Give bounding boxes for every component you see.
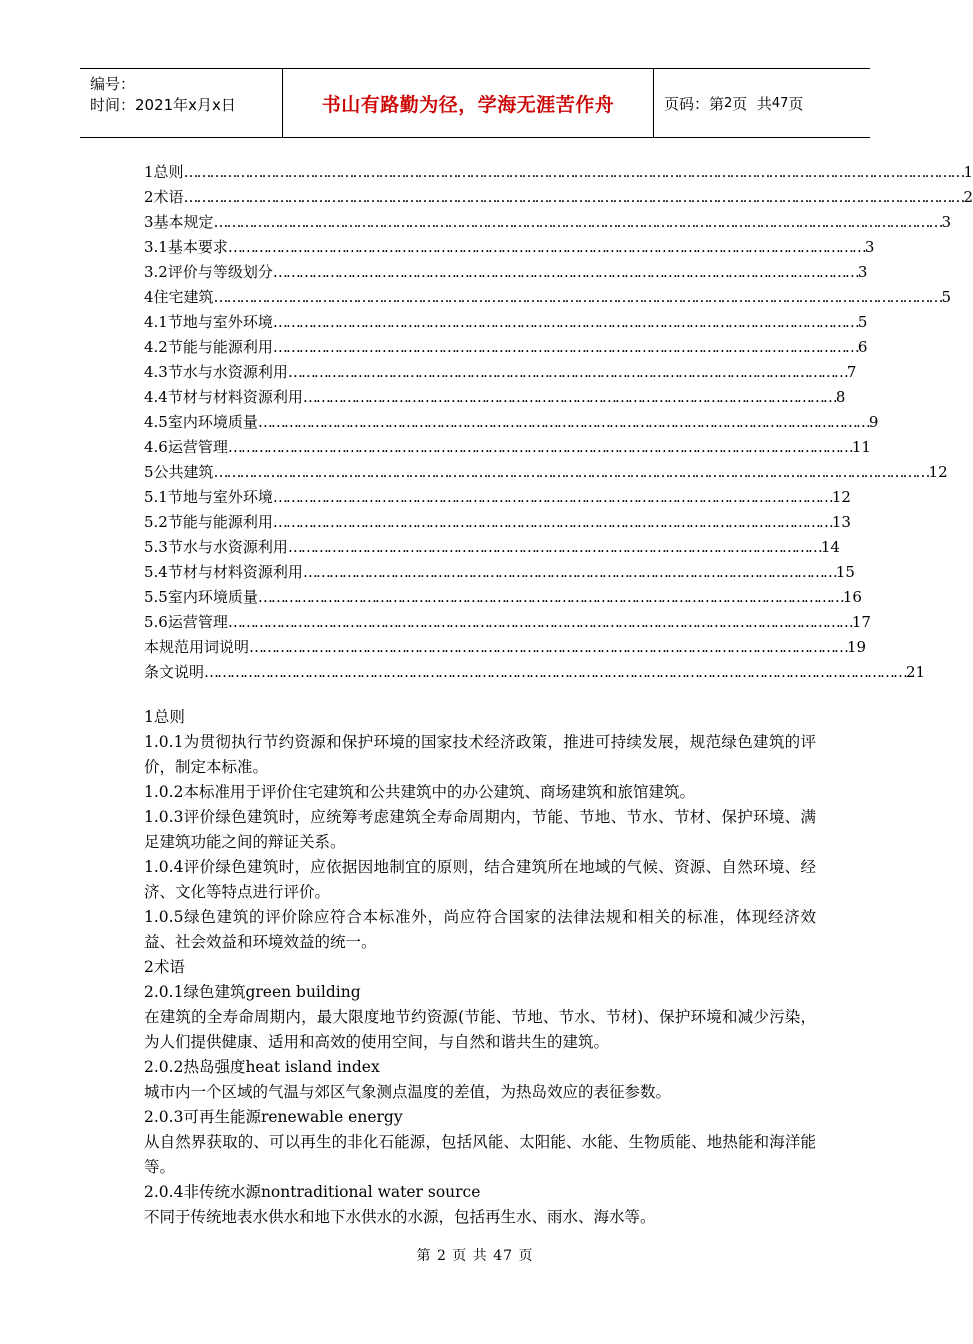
toc-leader-dots: ……………………………………………………………………………………………………………………………………………… <box>204 663 907 681</box>
body-paragraph: 2.0.1绿色建筑green building <box>144 983 361 1001</box>
toc-entry <box>144 610 871 635</box>
header-meta-cell <box>80 69 282 137</box>
toc-entry <box>144 360 857 385</box>
toc-leader-dots: ………………………………………………………………………………………………………………… <box>287 363 847 381</box>
toc-entry-page: 13 <box>831 513 851 531</box>
toc-entry-page: 9 <box>868 413 879 431</box>
toc-entry-page: 5 <box>857 313 868 331</box>
toc-leader-dots: ………………………………………………………………………………………………………………… <box>272 513 832 531</box>
toc-entry <box>144 285 952 310</box>
toc-leader-dots: ……………………………………………………………………………………………………………………………… <box>227 438 852 456</box>
body-paragraph: 从自然界获取的、可以再生的非化石能源，包括风能、太阳能、水能、生物质能、地热能和海洋能等。 <box>144 1133 816 1176</box>
body-paragraph: 在建筑的全寿命周期内，最大限度地节约资源(节能、节地、节水、节材)、保护环境和减少污染，为人们提供健康、适用和高效的使用空间，与自然和谐共生的建筑。 <box>144 1008 816 1051</box>
toc-entry-page: 21 <box>906 663 926 681</box>
toc-leader-dots: ………………………………………………………………………………………………………………………………… <box>227 238 865 256</box>
toc-entry-page: 19 <box>847 638 867 656</box>
toc-entry-page: 16 <box>842 588 862 606</box>
body-paragraph: 1总则 <box>144 708 185 726</box>
toc-entry-label: 4.3节水与水资源利用 <box>144 363 288 381</box>
toc-entry-page: 3 <box>864 238 875 256</box>
toc-leader-dots: …………………………………………………………………………………………………………………………… <box>257 413 869 431</box>
document-body <box>144 705 816 1230</box>
toc-entry <box>144 660 926 685</box>
table-of-contents <box>144 160 973 685</box>
toc-entry-label: 5.2节能与能源利用 <box>144 513 273 531</box>
toc-entry-page: 11 <box>851 438 871 456</box>
toc-entry-label: 5.5室内环境质量 <box>144 588 258 606</box>
toc-entry <box>144 160 973 185</box>
toc-entry <box>144 635 867 660</box>
header-page-cell <box>654 69 870 137</box>
toc-entry-label: 5公共建筑 <box>144 463 214 481</box>
toc-leader-dots: ………………………………………………………………………………………………………………………… <box>249 638 848 656</box>
toc-entry-label: 5.4节材与材料资源利用 <box>144 563 303 581</box>
toc-entry-label: 本规范用词说明 <box>144 638 250 656</box>
body-paragraph: 不同于传统地表水供水和地下水供水的水源，包括再生水、雨水、海水等。 <box>144 1208 656 1226</box>
toc-entry-label: 4.6运营管理 <box>144 438 228 456</box>
toc-entry <box>144 560 855 585</box>
page-number: 2 <box>724 95 733 111</box>
toc-leader-dots: …………………………………………………………………………………………………………… <box>302 563 836 581</box>
toc-entry <box>144 510 851 535</box>
toc-entry <box>144 260 868 285</box>
toc-entry-label: 条文说明 <box>144 663 205 681</box>
toc-leader-dots: …………………………………………………………………………………………………………… <box>287 538 821 556</box>
toc-entry-page: 7 <box>846 363 857 381</box>
body-paragraph: 2.0.3可再生能源renewable energy <box>144 1108 403 1126</box>
toc-entry <box>144 535 840 560</box>
header-motto-cell <box>282 69 654 137</box>
toc-entry-page: 3 <box>857 263 868 281</box>
body-paragraph: 1.0.4评价绿色建筑时，应依据因地制宜的原则，结合建筑所在地域的气候、资源、自然环境、经济、文化等特点进行评价。 <box>144 858 816 901</box>
toc-leader-dots: ………………………………………………………………………………………………………………… <box>272 488 832 506</box>
toc-entry-label: 1总则 <box>144 163 184 181</box>
toc-entry-label: 3.2评价与等级划分 <box>144 263 273 281</box>
body-paragraph: 1.0.5绿色建筑的评价除应符合本标准外，尚应符合国家的法律法规和相关的标准，体现经济效益、社会效益和环境效益的统一。 <box>144 908 816 951</box>
toc-entry-page: 14 <box>820 538 840 556</box>
toc-entry-page: 17 <box>851 613 871 631</box>
toc-entry-label: 5.1节地与室外环境 <box>144 488 273 506</box>
motto-text: 书山有路勤为径，学海无涯苦作舟 <box>321 93 615 116</box>
toc-entry-page: 3 <box>941 213 952 231</box>
toc-entry <box>144 410 879 435</box>
body-paragraph: 2.0.4非传统水源nontraditional water source <box>144 1183 481 1201</box>
doc-number-label: 编号： <box>90 75 136 93</box>
toc-entry-label: 4.1节地与室外环境 <box>144 313 273 331</box>
toc-entry-page: 12 <box>831 488 851 506</box>
toc-entry-page: 2 <box>963 188 973 206</box>
body-paragraph: 1.0.3评价绿色建筑时，应统筹考虑建筑全寿命周期内，节能、节地、节水、节材、保护环境、满足建筑功能之间的辩证关系。 <box>144 808 816 851</box>
toc-leader-dots: …………………………………………………………………………………………………………………………………………………… <box>213 288 942 306</box>
body-paragraph: 城市内一个区域的气温与郊区气象测点温度的差值，为热岛效应的表征参数。 <box>144 1083 672 1101</box>
toc-entry-label: 5.3节水与水资源利用 <box>144 538 288 556</box>
toc-leader-dots: …………………………………………………………………………………………………………… <box>302 388 836 406</box>
body-paragraph: 1.0.2本标准用于评价住宅建筑和公共建筑中的办公建筑、商场建筑和旅馆建筑。 <box>144 783 695 801</box>
toc-entry-label: 4.4节材与材料资源利用 <box>144 388 303 406</box>
document-header <box>80 68 870 138</box>
page-footer: 第 2 页 共 47 页 <box>416 1248 534 1264</box>
toc-entry <box>144 435 871 460</box>
toc-entry <box>144 385 846 410</box>
doc-time-label: 时间：2021年x月x日 <box>90 96 236 114</box>
toc-leader-dots: ………………………………………………………………………………………………………………………………………………… <box>213 463 929 481</box>
toc-entry-page: 5 <box>941 288 952 306</box>
toc-entry-label: 4.5室内环境质量 <box>144 413 258 431</box>
toc-entry <box>144 310 868 335</box>
page-prefix: 页码：第 <box>664 94 725 113</box>
toc-entry <box>144 585 862 610</box>
toc-entry-label: 3.1基本要求 <box>144 238 228 256</box>
toc-leader-dots: ……………………………………………………………………………………………………………………………… <box>227 613 852 631</box>
toc-entry-page: 1 <box>963 163 973 181</box>
toc-entry-page: 12 <box>928 463 948 481</box>
toc-entry-page: 8 <box>835 388 846 406</box>
toc-entry-label: 3基本规定 <box>144 213 214 231</box>
toc-entry <box>144 185 973 210</box>
toc-entry-label: 2术语 <box>144 188 184 206</box>
page-total: 47 <box>771 95 789 111</box>
toc-leader-dots: ……………………………………………………………………………………………………………………… <box>272 313 858 331</box>
toc-leader-dots: ……………………………………………………………………………………………………………………………………………………………… <box>183 163 964 181</box>
body-paragraph: 1.0.1为贯彻执行节约资源和保护环境的国家技术经济政策，推进可持续发展，规范绿色建筑的评价，制定本标准。 <box>144 733 816 776</box>
toc-entry-label: 5.6运营管理 <box>144 613 228 631</box>
toc-entry <box>144 485 851 510</box>
toc-entry-label: 4.2节能与能源利用 <box>144 338 273 356</box>
toc-leader-dots: …………………………………………………………………………………………………………………………………………………… <box>213 213 942 231</box>
toc-leader-dots: ……………………………………………………………………………………………………………………… <box>257 588 843 606</box>
page-suffix: 页 <box>788 94 804 113</box>
body-paragraph: 2.0.2热岛强度heat island index <box>144 1058 380 1076</box>
toc-entry <box>144 235 875 260</box>
toc-entry <box>144 460 948 485</box>
toc-entry-label: 4住宅建筑 <box>144 288 214 306</box>
toc-leader-dots: ……………………………………………………………………………………………………………………… <box>272 338 858 356</box>
toc-leader-dots: ……………………………………………………………………………………………………………………………………………………………… <box>183 188 964 206</box>
toc-entry-page: 6 <box>857 338 868 356</box>
page-mid: 页 共 <box>732 94 772 113</box>
toc-entry <box>144 335 868 360</box>
toc-entry-page: 15 <box>835 563 855 581</box>
toc-leader-dots: ……………………………………………………………………………………………………………………… <box>272 263 858 281</box>
toc-entry <box>144 210 952 235</box>
body-paragraph: 2术语 <box>144 958 185 976</box>
